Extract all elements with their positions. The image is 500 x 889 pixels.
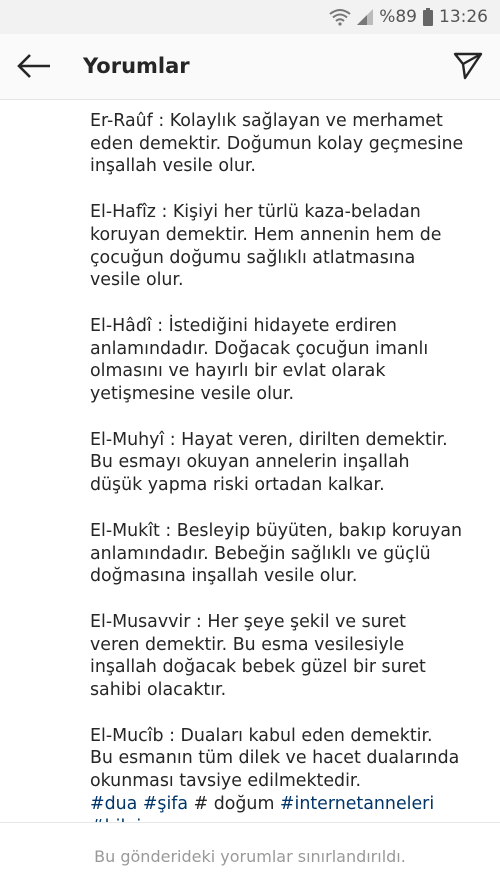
comment-paragraph: El-Mucîb : Duaları kabul eden demektir. Bu esmanın tüm dilek ve hacet dualarında okunması tavsiye edilmektedir. — [90, 725, 460, 792]
comment-paragraph: El-Mukît : Besleyip büyüten, bakıp koruyan anlamındadır. Bebeğin sağlıklı ve güçlü doğmasına inşallah vesile olur. — [90, 520, 463, 587]
comment-paragraph: Er-Raûf : Kolaylık sağlayan ve merhamet eden demektir. Doğumun kolay geçmesine inşallah vesile olur. — [90, 111, 464, 177]
share-button[interactable] — [450, 50, 486, 86]
paper-plane-icon — [453, 52, 483, 84]
hashtag-text: # doğum — [193, 793, 275, 814]
battery-percent: %89 — [379, 7, 417, 27]
app-bar — [0, 34, 500, 100]
hashtag-link[interactable]: #şifa — [142, 793, 189, 814]
comment-paragraph: El-Musavvir : Her şeye şekil ve suret veren demektir. Bu esma vesilesiyle inşallah doğacak bebek güzel bir suret sahibi olacaktır. — [90, 611, 426, 701]
wifi-icon — [329, 8, 351, 26]
comment-paragraph: El-Hafîz : Kişiyi her türlü kaza-beladan koruyan demektir. Hem annenin hem de çocuğun doğumu sağlıklı atlatmasına vesile olur. — [90, 202, 442, 291]
comment-body — [90, 110, 490, 822]
hashtag-link[interactable]: #internetanneleri — [279, 793, 435, 814]
arrow-left-icon — [16, 54, 52, 82]
notice-text: Bu gönderideki yorumlar sınırlandırıldı. — [94, 846, 406, 866]
comment-paragraph: El-Muhyî : Hayat veren, dirilten demektir. Bu esmayı okuyan annelerin inşallah düşük yapma riski ortadan kalkar. — [90, 429, 448, 496]
comment-paragraph: El-Hâdî : İstediğini hidayete erdiren anlamındadır. Doğacak çocuğun imanlı olmasını ve hayırlı bir evlat olarak yetişmesine vesile olur. — [90, 315, 429, 405]
back-button[interactable] — [14, 48, 54, 88]
page-title: Yorumlar — [83, 54, 190, 78]
battery-icon — [423, 8, 433, 26]
signal-icon — [357, 9, 373, 25]
clock: 13:26 — [439, 7, 488, 27]
comments-restricted-notice — [0, 822, 500, 889]
status-bar — [0, 0, 500, 34]
hashtag-link[interactable]: #dua — [90, 793, 138, 814]
